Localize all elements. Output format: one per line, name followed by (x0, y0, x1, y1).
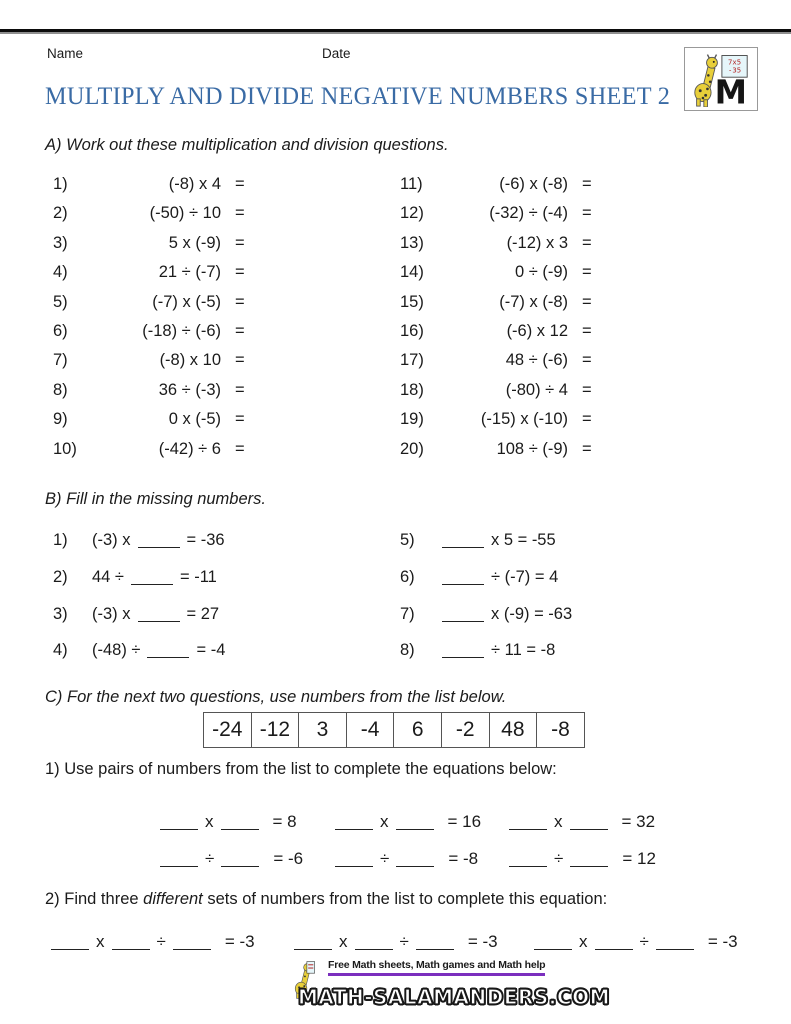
answer-blank (442, 607, 484, 622)
expression-before: (-3) x (92, 604, 131, 623)
sign-text-line1: 7x5 (728, 57, 742, 67)
question-row (53, 288, 323, 317)
equation (288, 928, 498, 956)
question-number: 1) (53, 531, 68, 549)
equation (154, 845, 303, 873)
footer-site-name: MATH-SALAMANDERS.COM (298, 985, 610, 1009)
question-number: 6) (53, 321, 68, 340)
answer-blank (509, 815, 547, 830)
q2-label-post: sets of numbers from the list to complete this equation: (202, 890, 608, 908)
question-number: 1) (53, 175, 68, 193)
header-rule-shadow (0, 32, 791, 34)
section-a-col-left (53, 170, 323, 464)
equals-sign: = (582, 292, 592, 311)
question-row (400, 435, 670, 464)
question-number: 7) (400, 604, 415, 623)
equals-sign: = (235, 351, 245, 370)
equals-sign: = (235, 204, 245, 223)
equation (528, 928, 738, 956)
question-expression: 0 ÷ (-9) (514, 263, 568, 282)
question-number: 5) (53, 292, 68, 311)
footer-purple-rule (328, 973, 545, 976)
question-expression: (-6) x (-8) (499, 175, 568, 193)
question-number: 6) (400, 567, 415, 586)
equals-sign: = (582, 321, 592, 340)
expression-before: 44 ÷ (92, 567, 124, 586)
expression-after: ÷ (-7) = 4 (491, 567, 559, 586)
question-number: 4) (53, 641, 68, 660)
equation-result: = 8 (272, 812, 297, 831)
question-expression: (-6) x 12 (506, 321, 568, 340)
operator: ÷ (554, 849, 564, 868)
question-number: 12) (400, 204, 424, 223)
equation-result: = -8 (448, 849, 479, 868)
logo-letter-m: M (714, 73, 748, 107)
question-expression: (-7) x (-8) (499, 292, 568, 311)
question-expression: 48 ÷ (-6) (505, 351, 568, 370)
question-number: 16) (400, 321, 424, 340)
question-number: 3) (53, 233, 68, 252)
answer-blank (221, 852, 259, 867)
footer-tagline: Free Math sheets, Math games and Math help (328, 959, 546, 971)
answer-blank (221, 815, 259, 830)
equals-sign: = (235, 263, 245, 282)
question-expression: (-7) x (-5) (152, 292, 221, 311)
equals-sign: = (235, 233, 245, 252)
answer-blank (173, 935, 211, 950)
expression-before: (-3) x (92, 531, 131, 549)
equation-result: = -3 (467, 932, 498, 951)
question-number: 13) (400, 233, 424, 252)
question-expression: (-32) ÷ (-4) (489, 204, 568, 223)
question-number: 14) (400, 263, 424, 282)
answer-blank (442, 643, 484, 658)
operator: ÷ (399, 932, 409, 951)
question-expression: (-15) x (-10) (480, 410, 568, 429)
question-expression: (-18) ÷ (-6) (142, 321, 221, 340)
question-number: 7) (53, 351, 68, 370)
question-expression: (-50) ÷ 10 (149, 204, 221, 223)
equals-sign: = (235, 321, 245, 340)
question-number: 2) (53, 204, 68, 223)
equals-sign: = (582, 175, 592, 193)
equation-result: = 32 (621, 812, 656, 831)
answer-blank (396, 815, 434, 830)
q2-label-pre: 2) Find three (45, 890, 144, 908)
answer-blank (160, 852, 198, 867)
question-number: 9) (53, 410, 68, 429)
equation (503, 808, 655, 836)
expression-after: = -4 (196, 641, 226, 660)
question-number: 17) (400, 351, 424, 370)
name-label: Name (47, 46, 84, 61)
question-row (53, 405, 323, 434)
question-row (53, 346, 323, 375)
question-row (53, 317, 323, 346)
sign-text-line2: -35 (728, 65, 742, 75)
fill-in-row (400, 632, 730, 669)
answer-blank (131, 570, 173, 585)
equals-sign: = (235, 439, 245, 458)
equation-result: = 12 (622, 849, 656, 868)
question-row (400, 288, 670, 317)
page-title: MULTIPLY AND DIVIDE NEGATIVE NUMBERS SHEET 2 (45, 83, 671, 110)
question-row (400, 346, 670, 375)
operator: ÷ (639, 932, 649, 951)
question-number: 19) (400, 410, 424, 429)
section-b-col-left (53, 522, 383, 669)
equals-sign: = (235, 175, 245, 193)
answer-blank (570, 815, 608, 830)
fill-in-row (53, 522, 383, 559)
operator: x (205, 812, 214, 831)
equals-sign: = (235, 292, 245, 311)
question-expression: 108 ÷ (-9) (496, 439, 568, 458)
section-a-col-right (400, 170, 670, 464)
question-expression: 21 ÷ (-7) (158, 263, 221, 282)
expression-after: = 27 (186, 604, 220, 623)
number-cell: -24 (204, 713, 252, 747)
date-label: Date (322, 46, 351, 61)
question-expression: (-8) x 4 (168, 175, 221, 193)
question-row (400, 258, 670, 287)
equals-sign: = (582, 439, 592, 458)
footer-tagline-block (328, 957, 545, 976)
equals-sign: = (582, 380, 592, 399)
q2-label-emphasis: different (143, 890, 203, 908)
section-b-col-right (400, 522, 730, 669)
answer-blank (160, 815, 198, 830)
fill-in-row (400, 559, 730, 596)
fill-in-row (400, 522, 730, 559)
operator: x (339, 932, 348, 951)
expression-after: x 5 = -55 (491, 531, 556, 549)
question-expression: (-42) ÷ 6 (158, 439, 221, 458)
number-cell: 3 (299, 713, 347, 747)
number-cell: 48 (490, 713, 538, 747)
operator: x (380, 812, 389, 831)
expression-after: ÷ 11 = -8 (491, 641, 556, 660)
equation-result: = -6 (273, 849, 304, 868)
question-row (400, 376, 670, 405)
answer-blank (656, 935, 694, 950)
answer-blank (335, 815, 373, 830)
operator: ÷ (380, 849, 390, 868)
equation (45, 928, 255, 956)
question-row (400, 405, 670, 434)
question-row (53, 199, 323, 228)
question-expression: (-12) x 3 (506, 233, 568, 252)
section-c-q2-label (45, 890, 607, 909)
giraffe-mascot-icon (688, 51, 754, 107)
answer-blank (147, 643, 189, 658)
expression-after: = -11 (180, 567, 217, 586)
equation (503, 845, 656, 873)
mascot-logo-box (684, 47, 758, 111)
operator: x (96, 932, 105, 951)
equals-sign: = (582, 263, 592, 282)
question-number: 10) (53, 439, 77, 458)
question-row (400, 170, 670, 199)
question-expression: (-80) ÷ 4 (505, 380, 568, 399)
equals-sign: = (235, 380, 245, 399)
expression-after: = -36 (186, 531, 225, 549)
number-cell: -12 (252, 713, 300, 747)
answer-blank (294, 935, 332, 950)
question-row (53, 229, 323, 258)
question-number: 18) (400, 380, 424, 399)
equation-result: = -3 (707, 932, 738, 951)
question-number: 4) (53, 263, 68, 282)
question-number: 15) (400, 292, 424, 311)
operator: ÷ (156, 932, 166, 951)
section-a-heading: A) Work out these multiplication and division questions. (45, 136, 449, 154)
expression-after: x (-9) = -63 (491, 604, 573, 623)
question-number: 3) (53, 604, 68, 623)
answer-blank (335, 852, 373, 867)
equation (329, 845, 478, 873)
footer (281, 957, 610, 1009)
equation-result: = -3 (224, 932, 255, 951)
answer-blank (396, 852, 434, 867)
question-row (53, 258, 323, 287)
answer-blank (112, 935, 150, 950)
expression-before: (-48) ÷ (92, 641, 141, 660)
answer-blank (138, 607, 180, 622)
section-c-q2-equations (0, 928, 791, 960)
answer-blank (442, 533, 484, 548)
question-row (53, 170, 323, 199)
equation (154, 808, 297, 836)
equals-sign: = (582, 351, 592, 370)
question-number: 8) (53, 380, 68, 399)
operator: x (579, 932, 588, 951)
fill-in-row (400, 596, 730, 633)
question-row (400, 317, 670, 346)
answer-blank (509, 852, 547, 867)
equals-sign: = (235, 410, 245, 429)
fill-in-row (53, 559, 383, 596)
number-cell: -8 (551, 718, 570, 741)
question-number: 11) (400, 175, 423, 193)
number-cell: 6 (394, 713, 442, 747)
fill-in-row (53, 596, 383, 633)
question-expression: 36 ÷ (-3) (158, 380, 221, 399)
question-row (400, 199, 670, 228)
answer-blank (138, 533, 180, 548)
answer-blank (570, 852, 608, 867)
answer-blank (355, 935, 393, 950)
number-cell: -4 (347, 713, 395, 747)
section-c-heading: C) For the next two questions, use numbers from the list below. (45, 688, 507, 706)
equals-sign: = (582, 233, 592, 252)
answer-blank (51, 935, 89, 950)
operator: ÷ (205, 849, 215, 868)
question-expression: 0 x (-5) (168, 410, 221, 429)
number-cell: -2 (442, 713, 490, 747)
equals-sign: = (582, 410, 592, 429)
question-row (400, 229, 670, 258)
question-number: 8) (400, 641, 415, 660)
fill-in-row (53, 632, 383, 669)
question-expression: (-8) x 10 (159, 351, 221, 370)
equals-sign: = (582, 204, 592, 223)
answer-blank (534, 935, 572, 950)
question-expression: 5 x (-9) (168, 233, 221, 252)
operator: x (554, 812, 563, 831)
number-list-table (203, 712, 585, 748)
equation-result: = 16 (447, 812, 482, 831)
question-number: 5) (400, 531, 415, 549)
answer-blank (595, 935, 633, 950)
section-b-heading: B) Fill in the missing numbers. (45, 490, 266, 508)
section-c-q1-equations (0, 808, 791, 886)
section-c-q1-label: 1) Use pairs of numbers from the list to complete the equations below: (45, 760, 557, 778)
question-number: 2) (53, 567, 68, 586)
question-row (53, 435, 323, 464)
question-number: 20) (400, 439, 424, 458)
answer-blank (442, 570, 484, 585)
equation (329, 808, 481, 836)
answer-blank (416, 935, 454, 950)
question-row (53, 376, 323, 405)
